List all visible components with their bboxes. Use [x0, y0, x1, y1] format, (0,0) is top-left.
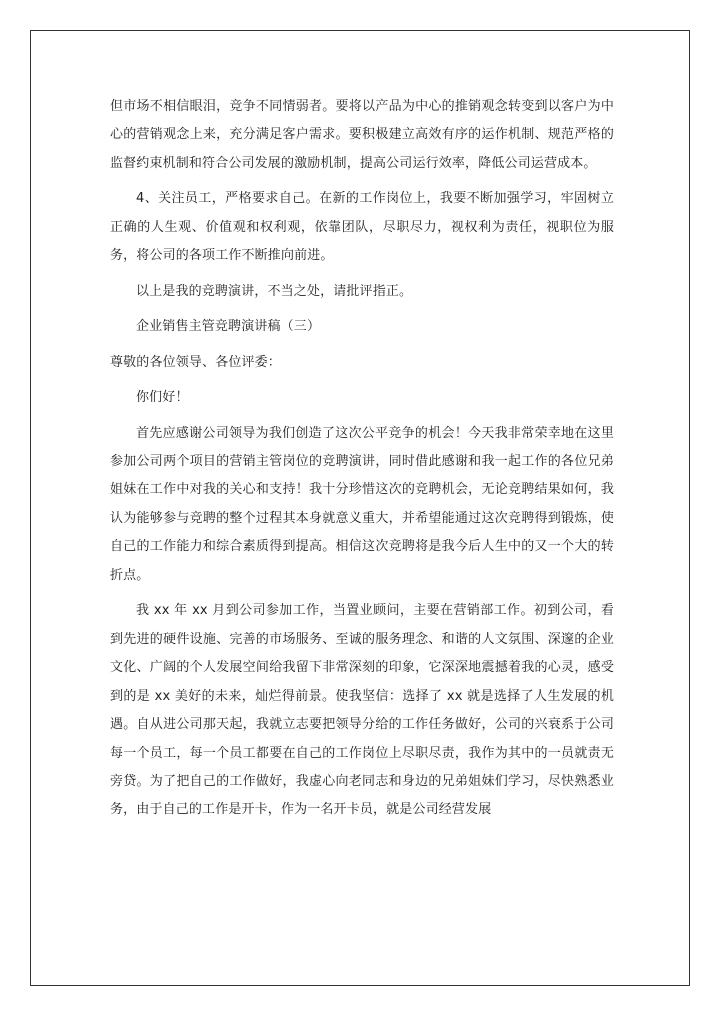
body-paragraph: 首先应感谢公司领导为我们创造了这次公平竞争的机会！今天我非常荣幸地在这里参加公司两个项目的营销主管岗位的竞聘演讲，同时借此感谢和我一起工作的各位兄弟姐妹在工作中对我的关心和支持！我十分珍惜这次的竞聘机会，无论竞聘结果如何，我认为能够参与竞聘的整个过程其本身就意义重大，并希望能通过这次竞聘得到锻炼，使自己的工作能力和综合素质得到提高。相信这次竞聘将是我今后人生中的又一个大的转折点。 [110, 425, 614, 583]
section-title: 企业销售主管竞聘演讲稿（三） [136, 319, 321, 335]
body-paragraph: 4、关注员工，严格要求自己。在新的工作岗位上，我要不断加强学习，牢固树立正确的人生观、价值观和权利观，依靠团队，尽职尽力，视权利为责任，视职位为服务，将公司的各项工作不断推向前进。 [110, 191, 614, 264]
body-paragraph: 但市场不相信眼泪，竞争不同情弱者。要将以产品为中心的推销观念转变到以客户为中心的营销观念上来，充分满足客户需求。要积极建立高效有序的运作机制、规范严格的监督约束机制和符合公司发展的激励机制，提高公司运行效率，降低公司运营成本。 [110, 99, 614, 171]
document-body [110, 93, 614, 832]
body-paragraph: 我 xx 年 xx 月到公司参加工作，当置业顾问，主要在营销部工作。初到公司，看到先进的硬件设施、完善的市场服务、至诚的服务理念、和谐的人文氛围、深邃的企业文化、广阔的个人发展空间给我留下非常深刻的印象，它深深地震撼着我的心灵，感受到的是 xx 美好的未来，灿烂得前景。使我坚信：选择了 xx 就是选择了人生发展的机遇。自从进公司那天起，我就立志要把领导分给的工作任务做好，公司的兴衰系于公司每一个员工，每一个员工都要在自己的工作岗位上尽职尽责，我作为其中的一员就责无旁贷。为了把自己的工作做好，我虚心向老同志和身边的兄弟姐妹们学习，尽快熟悉业务，由于自己的工作是开卡，作为一名开卡员，就是公司经营发展 [110, 603, 614, 818]
salutation: 尊敬的各位领导、各位评委： [110, 354, 281, 370]
greeting: 你们好！ [136, 390, 189, 406]
closing-remark: 以上是我的竞聘演讲，不当之处，请批评指正。 [136, 283, 413, 299]
